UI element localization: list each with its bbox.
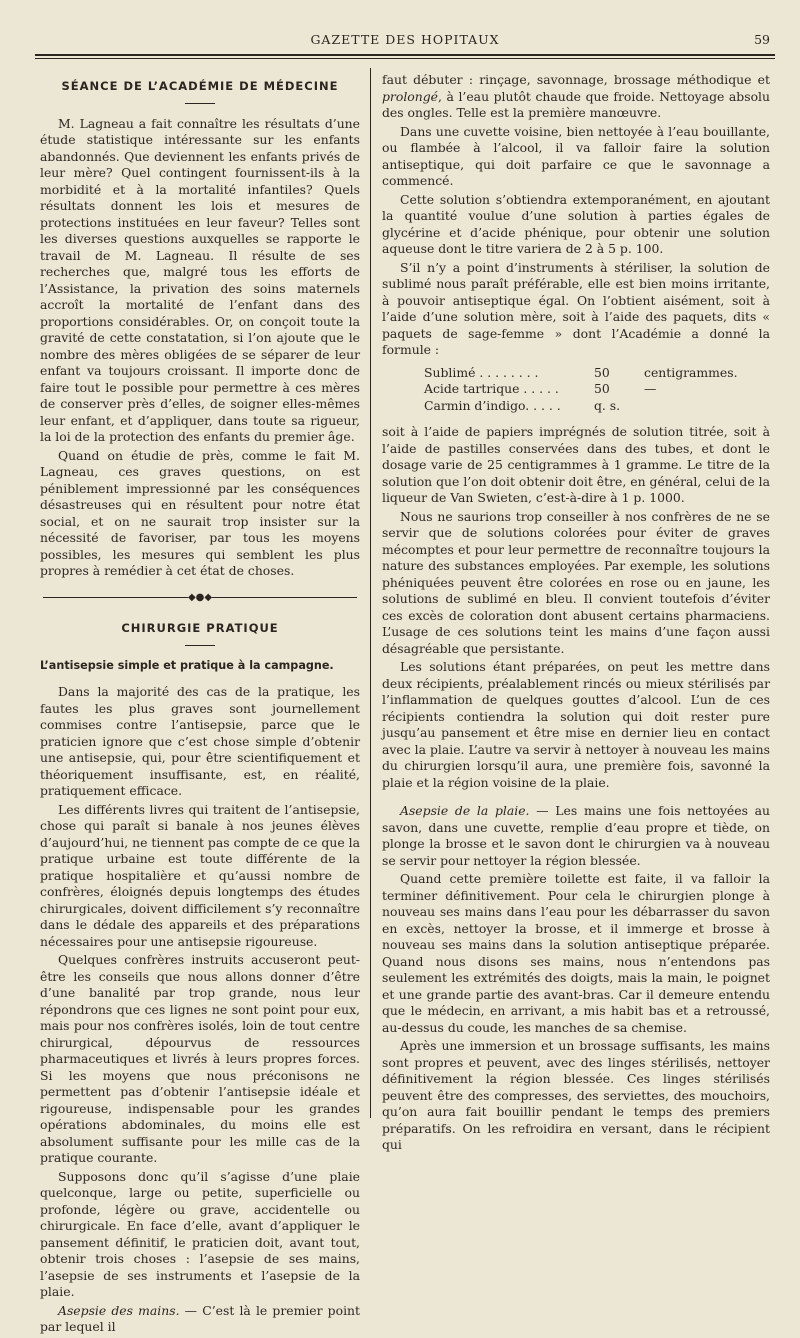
paragraph-asepsie-mains	[40, 1303, 360, 1336]
formula-item: Carmin d’indigo. . . . .	[424, 397, 561, 413]
paragraph: Dans une cuvette voisine, bien nettoyée à l’eau bouillante, ou flambée à l’alcool, il va falloir faire la solution antiseptique, qui doit parfaire ce que le savonnage a commencé.	[382, 123, 770, 188]
column-divider	[370, 68, 371, 1118]
article-subtitle: L’antisepsie simple et pratique à la campagne.	[40, 658, 334, 672]
paragraph: M. Lagneau a fait connaître les résultats d’une étude statistique intéressante sur les enfants abandonnés. Que deviennent les enfants privés de leur mère? Quel contingent fournissent-ils à la morbidité et à la mortalité infantiles? Quels résultats donnent les lois et mesures de protections instituées en leur faveur? Telles sont les diverses questions auxquelles se rapporte le travail de M. Lagneau. Il résulte de ses recherches que, malgré tous les efforts de l’Assistance, la privation des soins maternels accroît la mortalité de l’enfant dans des proportions considérables. Or, on conçoit toute la gravité de cette constatation, si l’on ajoute que le nombre des mères obligées de se séparer de leur enfant va toujours croissant. Il importe donc de faire tout le possible pour permettre à ces mères de conserver près d’elles, de soigner elles-mêmes leur enfant, et d’appliquer, dans toute sa rigueur, la loi de la protection des enfants du premier âge.	[40, 115, 360, 444]
paragraph-asepsie-plaie	[382, 803, 770, 869]
paragraph: S’il n’y a point d’instruments à stériliser, la solution de sublimé nous paraît préférable, elle est bien moins irritante, à pouvoir antiseptique égal. On l’obtient aisément, soit à l’aide d’une solution mère, soit à l’aide des paquets, dits « paquets de sage-femme » dont l’Académie a donné la formule :	[382, 259, 770, 357]
paragraph: Cette solution s’obtiendra extemporanément, en ajoutant la quantité voulue d’une solution à parties égales de glycérine et d’acide phénique, pour obtenir une solution aqueuse dont le titre variera de 2 à 5 p. 100.	[382, 191, 770, 256]
paragraph: Nous ne saurions trop conseiller à nos confrères de ne se servir que de solutions colorées pour éviter de graves mécomptes et pour leur permettre de reconnaître toujours la nature des substances employées. Par exemple, les solutions phéniquées peuvent être colorées en rose ou en jaune, les solutions de sublimé en bleu. Il convient toutefois d’éviter ces excès de coloration dont abusent certains pharmaciens. L’usage de ces solutions teint les mains d’une façon aussi désagréable que persistante.	[382, 508, 770, 656]
formula-item: Acide tartrique . . . . .	[424, 381, 559, 396]
section-title-chirurgie: CHIRURGIE PRATIQUE	[121, 621, 279, 635]
formula-qty: 50	[594, 364, 610, 380]
formula-qty: q. s.	[594, 397, 621, 413]
paragraph: Dans la majorité des cas de la pratique, les fautes les plus graves sont journellement commises contre l’antisepsie, parce que le praticien ignore que c’est chose simple d’obtenir une antisepsie, qui, pour être scientifiquement et théoriquement insuffisante, est, en réalité, pratiquement efficace.	[40, 684, 360, 798]
section-ornament: ◆●◆	[40, 590, 360, 607]
paragraph: Quelques confrères instruits accuseront peut-être les conseils que nous allons donner d’être d’une banalité par trop grande, nous leur répondrons que ces lignes ne sont point pour eux, mais pour nos confrères isolés, loin de tout centre chirurgical, dépourvus de ressources pharmaceutiques et livrés à leurs propres forces. Si les moyens que nous préconisons ne permettent pas d’obtenir l’antisepsie idéale et rigoureuse, indispensable pour les grandes opérations abdominales, du moins elle est absolument suffisante pour les mille cas de la pratique courante.	[40, 952, 360, 1165]
text-run: , à l’eau plutôt chaude que froide. Nettoyage absolu des ongles. Telle est la première manœuvre.	[382, 88, 770, 120]
paragraph: Après une immersion et un brossage suffisants, les mains sont propres et peuvent, avec des linges stérilisés, nettoyer définitivement la région blessée. Ces linges stérilisés peuvent être des compresses, des serviettes, des mouchoirs, qu’on aura fait bouillir pendant le temps des premiers préparatifs. On les refroidira en versant, dans le récipient qui	[382, 1038, 770, 1152]
paragraph: soit à l’aide de papiers imprégnés de solution titrée, soit à l’aide de pastilles conservées dans des tubes, et dont le dosage varie de 25 centigrammes à 1 gramme. Le titre de la solution que l’on doit obtenir doit être, en général, celui de la liqueur de Van Swieten, c’est-à-dire à 1 p. 1000.	[382, 424, 770, 505]
page-header	[40, 30, 770, 52]
italic-word: prolongé	[382, 88, 438, 104]
paragraph: Supposons donc qu’il s’agisse d’une plaie quelconque, large ou petite, superficielle ou profonde, légère ou grave, accidentelle ou chirurgicale. En face d’elle, avant d’appliquer le pansement définitif, le praticien doit, avant tout, obtenir trois choses : l’asepsie de ses mains, l’asepsie de ses instruments et l’asepsie de la plaie.	[40, 1168, 360, 1299]
paragraph-text: — C’est là le premier point par lequel il	[40, 1302, 361, 1334]
formula-unit: —	[644, 381, 657, 396]
text-run: faut débuter : rinçage, savonnage, brossage méthodique et	[382, 72, 770, 87]
header-rule-thin	[35, 58, 775, 59]
subheading-italic: Asepsie des mains.	[58, 1302, 180, 1318]
formula-item: Sublimé . . . . . . . .	[424, 364, 539, 380]
formula-unit: centigrammes.	[644, 364, 738, 380]
paragraph-text: — Les mains une fois nettoyées au savon, dans une cuvette, remplie d’eau propre et tiède, on plonge la brosse et le savon dont le chirurgien va à nouveau se servir pour nettoyer la région blessée.	[382, 803, 771, 868]
header-rule-thick	[35, 54, 775, 56]
journal-title: GAZETTE DES HOPITAUX	[310, 32, 500, 47]
formula-row	[424, 398, 770, 415]
formula-qty: 50	[594, 381, 610, 396]
title-rule	[185, 103, 215, 104]
paragraph: Les différents livres qui traitent de l’antisepsie, chose qui paraît si banale à nos jeunes élèves d’aujourd’hui, ne tiennent pas compte de ce que la pratique urbaine est toute différente de la pratique hospitalière et qu’aussi nombre de confrères, éloignés depuis longtemps des études chirurgicales, doivent difficilement s’y reconnaître dans le dédale des appareils et des préparations nécessaires pour une antisepsie rigoureuse.	[40, 801, 360, 949]
paragraph: Les solutions étant préparées, on peut les mettre dans deux récipients, préalablement rincés ou mieux stérilisés par l’inflammation de quelques gouttes d’alcool. L’un de ces récipients contiendra la solution qui doit rester pure jusqu’au pansement et être mise en dernier lieu en contact avec la plaie. L’autre va servir à nettoyer à nouveau les mains du chirurgien lorsqu’il aura, une première fois, savonné la plaie et la région voisine de la plaie.	[382, 659, 770, 790]
formula-row	[424, 365, 770, 382]
right-column	[382, 72, 770, 1156]
paragraph-continued	[382, 72, 770, 122]
left-column	[40, 72, 360, 1338]
page-number: 59	[754, 32, 770, 47]
subheading-italic: Asepsie de la plaie.	[400, 803, 530, 818]
formula-table	[424, 365, 770, 415]
section-title-academie: SÉANCE DE L’ACADÉMIE DE MÉDECINE	[61, 79, 339, 93]
paragraph: Quand cette première toilette est faite, il va falloir la terminer définitivement. Pour cela le chirurgien plonge à nouveau ses mains dans l’eau pour les débarrasser du savon en excès, nettoyer la brosse, et il immerge et brosse à nouveau ses mains dans la solution antiseptique préparée. Quand nous disons ses mains, nous n’entendons pas seulement les extrémités des doigts, mais la main, le poignet et une grande partie des avant-bras. Car il demeure entendu que le médecin, en arrivant, a mis habit bas et a retroussé, au-dessus du coude, les manches de sa chemise.	[382, 871, 770, 1035]
title-rule	[185, 645, 215, 646]
formula-row	[424, 381, 770, 398]
paragraph: Quand on étudie de près, comme le fait M. Lagneau, ces graves questions, on est péniblement impressionné par les conséquences désastreuses qui en résultent pour notre état social, et on ne saurait trop insister sur la nécessité de favoriser, par tous les moyens possibles, les mesures qui semblent les plus propres à remédier à cet état de choses.	[40, 447, 360, 578]
